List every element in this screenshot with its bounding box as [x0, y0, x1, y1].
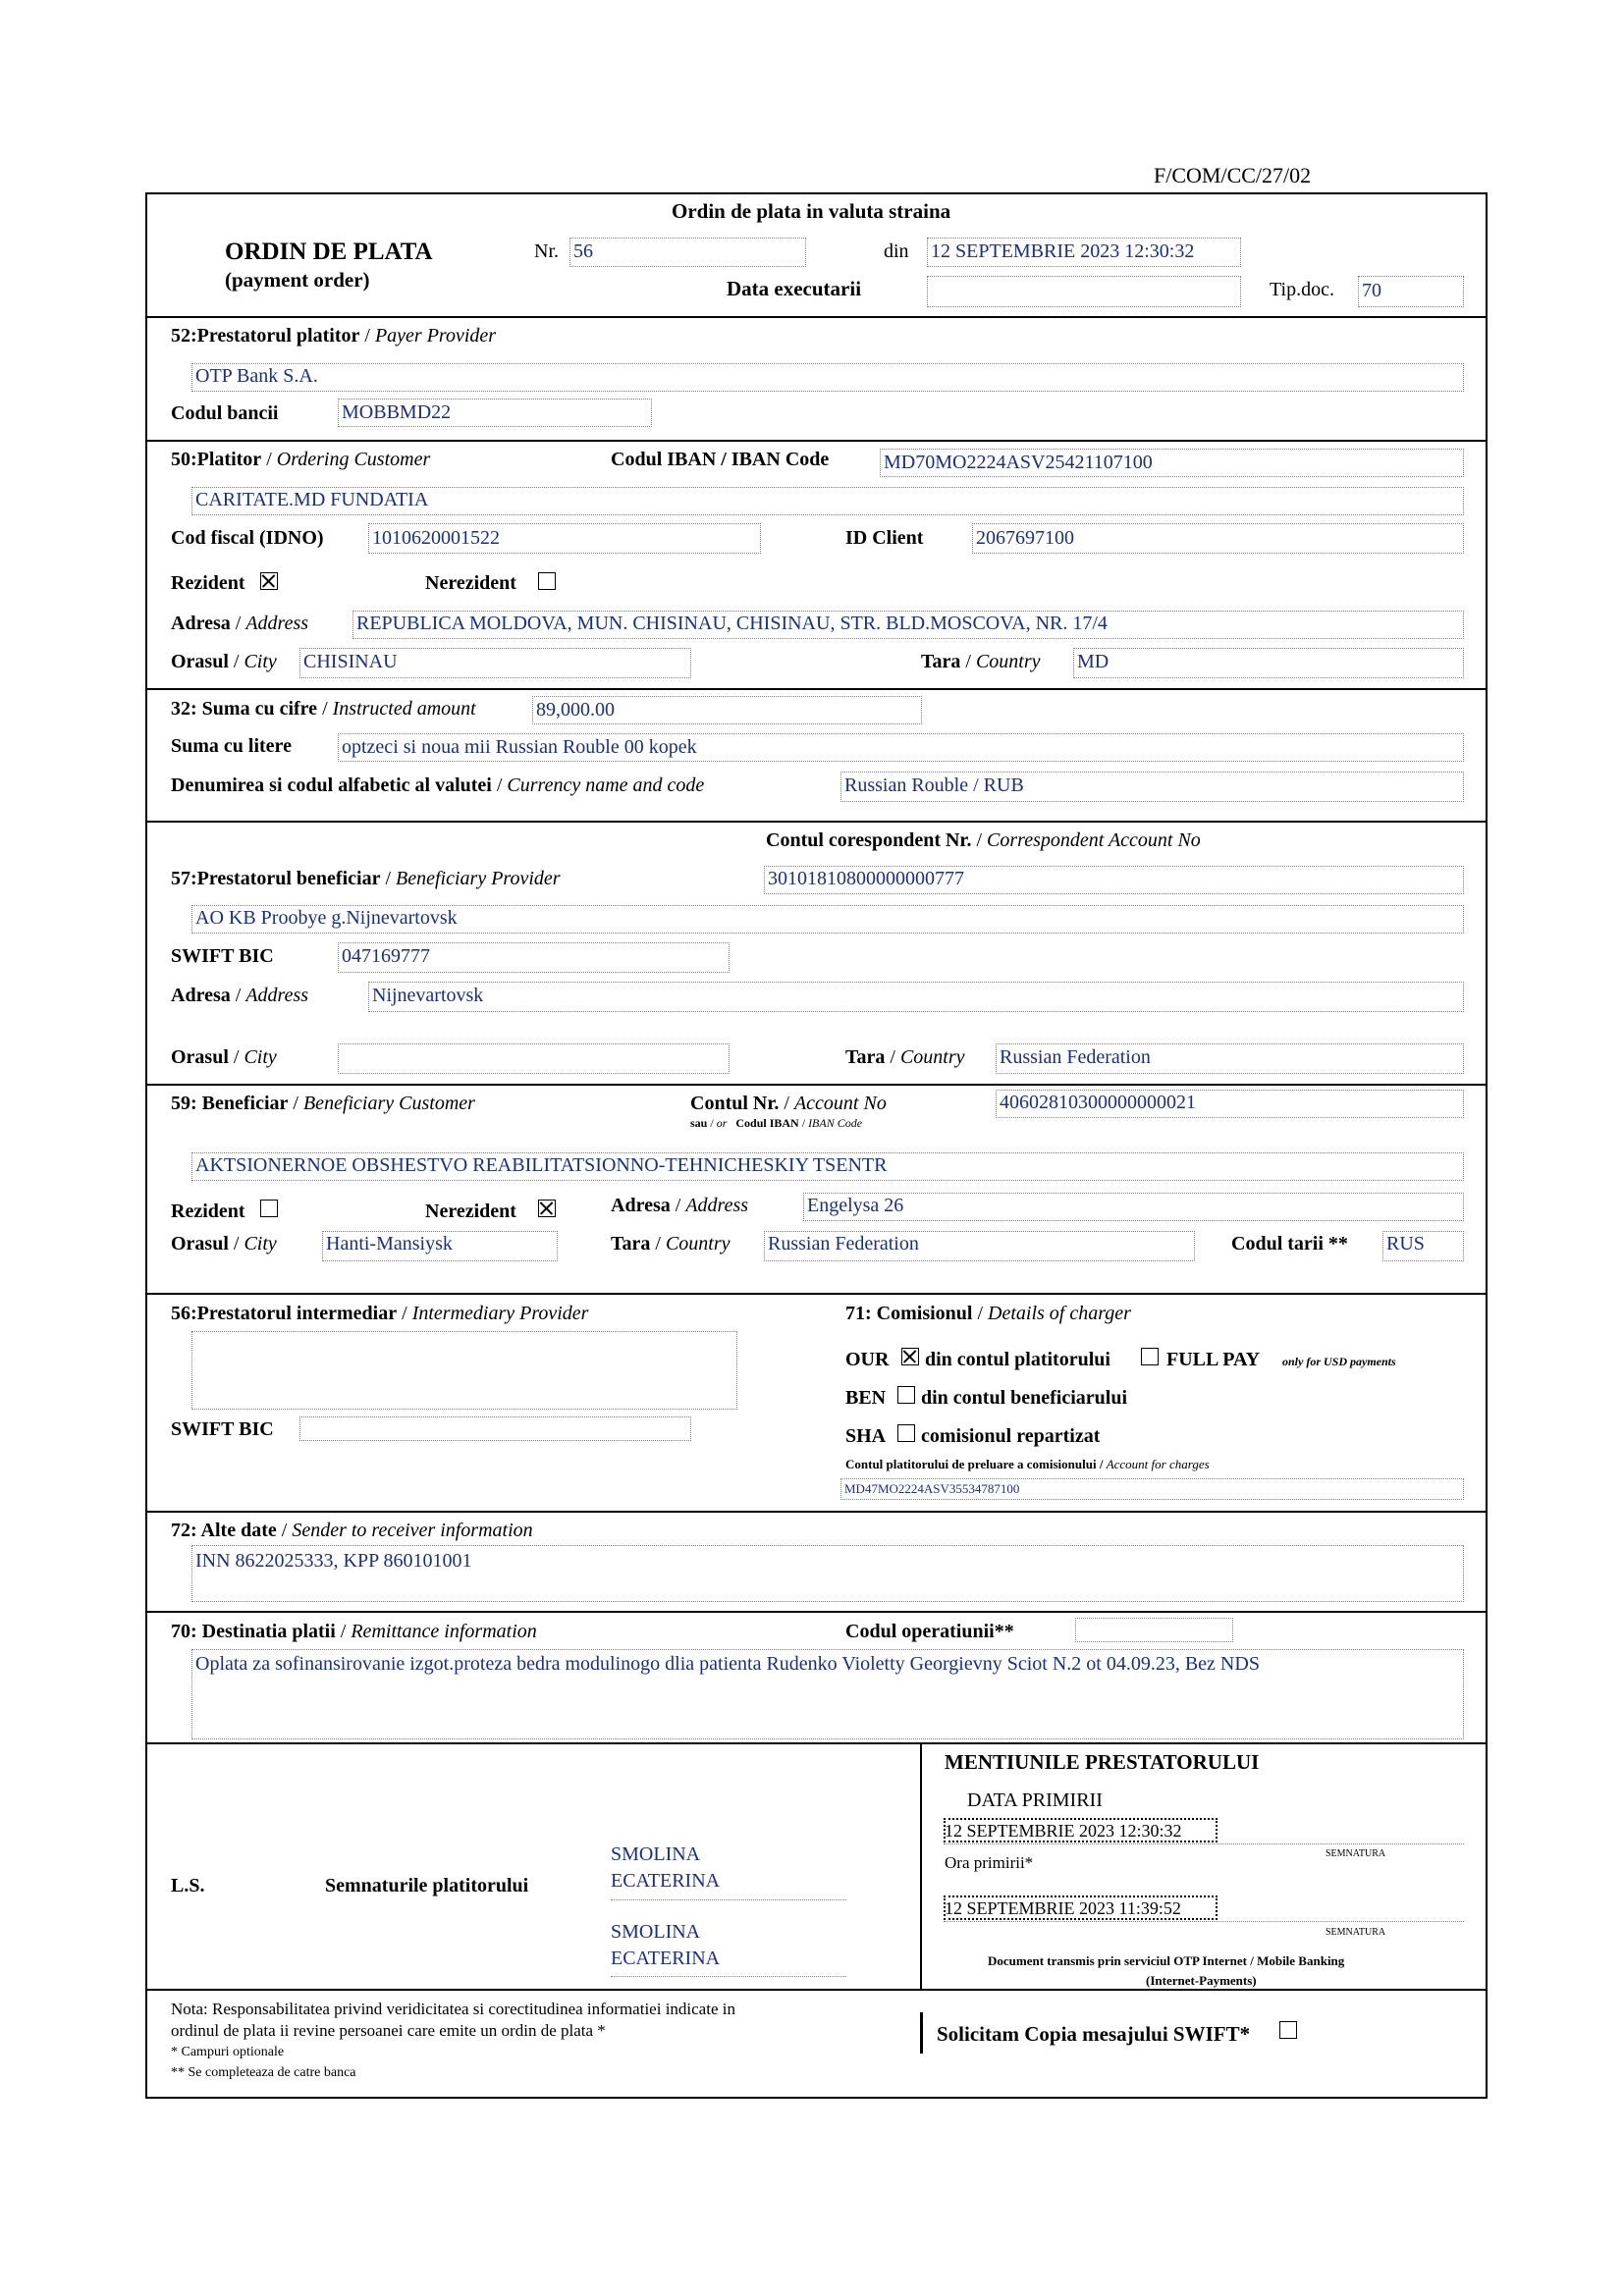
payer-nonresident-checkbox[interactable] — [538, 572, 556, 590]
ben-provider-country-heading: Tara / Country — [845, 1046, 965, 1068]
remittance-value: Oplata za sofinansirovanie izgot.proteza bedra modulinogo dlia patienta Rudenko Violetty Georgievny Sciot N.2 ot 04.09.23, Bez NDS — [195, 1653, 1260, 1675]
ben-city-heading: Orasul / City — [171, 1233, 277, 1255]
beneficiary-heading: 59: Beneficiar / Beneficiary Customer — [171, 1093, 475, 1114]
signature-line — [611, 1899, 846, 1900]
intermediary-label-en: Intermediary Provider — [411, 1303, 589, 1324]
ben-address-label-en: Address — [685, 1195, 749, 1216]
intermediary-heading: 56:Prestatorul intermediar / Intermediary Provider — [171, 1303, 589, 1324]
time-label: Ora primirii* — [945, 1853, 1034, 1872]
sha-text: comisionul repartizat — [921, 1425, 1101, 1447]
payer-city-label-en: City — [244, 651, 277, 672]
received-date-value: 12 SEPTEMBRIE 2023 12:30:32 — [945, 1821, 1182, 1841]
received-date-label: DATA PRIMIRII — [967, 1789, 1103, 1811]
payer-city-value: CHISINAU — [303, 651, 398, 672]
payer-iban-label: Codul IBAN / IBAN Code — [611, 449, 830, 470]
beneficiary-provider-label-en: Beneficiary Provider — [396, 868, 561, 889]
divider — [145, 1293, 1488, 1295]
payer-provider-field[interactable] — [191, 363, 1464, 392]
currency-label-en: Currency name and code — [507, 774, 705, 796]
payer-heading: 50:Platitor / Ordering Customer — [171, 449, 431, 470]
ben-account-label-en: Account No — [793, 1093, 887, 1114]
ben-city-label-en: City — [244, 1233, 277, 1255]
ben-provider-address-label-en: Address — [245, 985, 309, 1006]
intermediary-swift-label: SWIFT BIC — [171, 1418, 274, 1440]
divider — [145, 1511, 1488, 1513]
corr-account-label: Contul corespondent Nr. — [766, 829, 972, 851]
fullpay-label: FULL PAY — [1166, 1349, 1261, 1370]
payer-nonresident-label: Nerezident — [425, 572, 516, 594]
payer-address-value: REPUBLICA MOLDOVA, MUN. CHISINAU, CHISINAU, STR. BLD.MOSCOVA, NR. 17/4 — [356, 613, 1108, 634]
charges-label-en: Details of charger — [988, 1303, 1131, 1324]
ben-or-label: or — [716, 1116, 728, 1130]
corr-account-heading: Contul corespondent Nr. / Correspondent Account No — [766, 829, 1201, 851]
page-subtitle: (payment order) — [225, 268, 370, 292]
our-label: OUR — [845, 1349, 890, 1370]
ben-provider-country-value: Russian Federation — [1000, 1046, 1151, 1068]
date-value: 12 SEPTEMBRIE 2023 12:30:32 — [931, 240, 1195, 262]
transmitted-line2: (Internet-Payments) — [1146, 1973, 1257, 1988]
payer-country-field[interactable] — [1073, 648, 1464, 678]
intermediary-swift-field[interactable] — [299, 1416, 691, 1441]
ben-country-heading: Tara / Country — [611, 1233, 731, 1255]
our-checkbox[interactable] — [901, 1348, 919, 1365]
ben-country-label: Tara — [611, 1233, 651, 1255]
ben-provider-address-value: Nijnevartovsk — [372, 985, 484, 1006]
op-code-label: Codul operatiunii** — [845, 1621, 1014, 1642]
ben-provider-address-field[interactable] — [368, 982, 1464, 1012]
payer-address-label: Adresa — [171, 613, 231, 634]
charges-account-label-en: Account for charges — [1106, 1457, 1210, 1471]
footer-optional: * Campuri optionale — [171, 2045, 285, 2059]
ben-address-value: Engelysa 26 — [807, 1195, 904, 1216]
charges-account-value: MD47MO2224ASV35534787100 — [844, 1481, 1020, 1496]
signatures-label: Semnaturile platitorului — [325, 1875, 529, 1896]
ben-provider-city-label: Orasul — [171, 1046, 229, 1068]
footer-note-line1: Nota: Responsabilitatea privind veridicitatea si corectitudinea informatiei indicate in — [171, 2000, 735, 2018]
amount-words-value: optzeci si noua mii Russian Rouble 00 kopek — [342, 736, 697, 758]
ben-city-label: Orasul — [171, 1233, 229, 1255]
nr-field[interactable] — [569, 238, 806, 267]
ben-provider-city-label-en: City — [244, 1046, 277, 1068]
charges-account-label: Contul platitorului de preluare a comisionului / — [845, 1457, 1104, 1471]
transmitted-line1: Document transmis prin serviciul OTP Internet / Mobile Banking — [988, 1953, 1345, 1968]
ben-iban-label: Codul IBAN — [735, 1116, 799, 1130]
other-label: 72: Alte date — [171, 1520, 277, 1541]
ben-account-heading: Contul Nr. / Account No — [690, 1093, 887, 1114]
signature-line — [944, 1921, 1464, 1922]
sha-label: SHA — [845, 1425, 887, 1447]
divider — [145, 1611, 1488, 1613]
payer-address-heading: Adresa / Address — [171, 613, 309, 634]
signature-line — [611, 1976, 846, 1977]
client-id-label: ID Client — [845, 527, 924, 549]
intermediary-label: 56:Prestatorul intermediar — [171, 1303, 398, 1324]
signer2-line2: ECATERINA — [611, 1948, 721, 1969]
ben-iban-label-en: IBAN Code — [808, 1116, 863, 1130]
footer-note-line2: ordinul de plata ii revine persoanei care emite un ordin de plata * — [171, 2021, 606, 2040]
swift-copy-label: Solicitam Copia mesajului SWIFT* — [937, 2022, 1251, 2046]
ben-sau-label: sau — [690, 1116, 708, 1130]
ben-name-value: AKTSIONERNOE OBSHESTVO REABILITATSIONNO-TEHNICHESKIY TSENTR — [195, 1154, 888, 1176]
fiscal-code-value: 1010620001522 — [372, 527, 500, 549]
payer-provider-label: 52:Prestatorul platitor — [171, 325, 360, 347]
amount-value: 89,000.00 — [536, 699, 615, 721]
country-code-value: RUS — [1386, 1233, 1425, 1255]
ben-provider-country-label-en: Country — [899, 1046, 965, 1068]
payer-country-heading: Tara / Country — [921, 651, 1041, 672]
ben-iban-heading: sau / or Codul IBAN / IBAN Code — [690, 1116, 863, 1130]
amount-heading: 32: Suma cu cifre / Instructed amount — [171, 698, 476, 720]
ben-address-label: Adresa — [611, 1195, 671, 1216]
divider — [145, 1084, 1488, 1086]
payer-name-value: CARITATE.MD FUNDATIA — [195, 489, 429, 510]
beneficiary-provider-label: 57:Prestatorul beneficiar — [171, 868, 381, 889]
payer-country-label-en: Country — [975, 651, 1041, 672]
beneficiary-provider-name: AO KB Proobye g.Nijnevartovsk — [195, 907, 458, 929]
ben-charge-label: BEN — [845, 1387, 887, 1409]
payer-label: 50:Platitor — [171, 449, 262, 470]
ben-provider-city-heading: Orasul / City — [171, 1046, 277, 1068]
divider — [145, 316, 1488, 318]
corr-account-label-en: Correspondent Account No — [987, 829, 1201, 851]
ben-nonresident-checkbox[interactable] — [538, 1200, 556, 1217]
charges-label: 71: Comisionul — [845, 1303, 973, 1324]
ls-label: L.S. — [171, 1875, 205, 1896]
other-heading: 72: Alte date / Sender to receiver information — [171, 1520, 533, 1541]
ben-address-heading: Adresa / Address — [611, 1195, 749, 1216]
divider-vertical — [920, 2012, 923, 2054]
payer-iban-value: MD70MO2224ASV25421107100 — [884, 452, 1153, 473]
payer-provider-heading: 52:Prestatorul platitor / Payer Provider — [171, 325, 497, 347]
amount-label: 32: Suma cu cifre — [171, 698, 318, 720]
divider — [145, 688, 1488, 690]
swift-label: SWIFT BIC — [171, 945, 274, 967]
amount-label-en: Instructed amount — [332, 698, 476, 720]
beneficiary-label: 59: Beneficiar — [171, 1093, 289, 1114]
charges-heading: 71: Comisionul / Details of charger — [845, 1303, 1131, 1324]
ben-country-label-en: Country — [665, 1233, 731, 1255]
exec-date-field[interactable] — [927, 276, 1241, 307]
ben-provider-city-field[interactable] — [338, 1043, 730, 1074]
payer-label-en: Ordering Customer — [276, 449, 431, 470]
other-value: INN 8622025333, KPP 860101001 — [195, 1550, 472, 1572]
charges-account-heading — [845, 1458, 1210, 1470]
ben-charge-checkbox[interactable] — [897, 1386, 915, 1404]
provider-notes-title: MENTIUNILE PRESTATORULUI — [945, 1750, 1260, 1774]
divider — [145, 440, 1488, 442]
payer-city-label: Orasul — [171, 651, 229, 672]
footer-bank-fill: ** Se completeaza de catre banca — [171, 2065, 356, 2080]
signer2-line1: SMOLINA — [611, 1921, 701, 1943]
remittance-label-en: Remittance information — [351, 1621, 537, 1642]
payer-provider-name: OTP Bank S.A. — [195, 365, 318, 387]
fiscal-code-label: Cod fiscal (IDNO) — [171, 527, 324, 549]
beneficiary-provider-heading: 57:Prestatorul beneficiar / Beneficiary Provider — [171, 868, 561, 889]
ben-account-label: Contul Nr. — [690, 1093, 780, 1114]
ben-charge-text: din contul beneficiarului — [921, 1387, 1128, 1409]
tipdoc-label: Tip.doc. — [1270, 279, 1334, 300]
remittance-heading: 70: Destinatia platii / Remittance information — [171, 1621, 537, 1642]
intermediary-field[interactable] — [191, 1331, 737, 1410]
ben-provider-country-label: Tara — [845, 1046, 886, 1068]
divider — [145, 821, 1488, 823]
signature-label: SEMNATURA — [1326, 1848, 1386, 1859]
page-title: ORDIN DE PLATA — [225, 239, 433, 265]
nr-label: Nr. — [534, 240, 559, 262]
client-id-value: 2067697100 — [976, 527, 1074, 549]
tipdoc-value: 70 — [1362, 280, 1381, 301]
payer-resident-label: Rezident — [171, 572, 245, 594]
remittance-label: 70: Destinatia platii — [171, 1621, 336, 1642]
currency-label: Denumirea si codul alfabetic al valutei — [171, 774, 492, 796]
bank-code-value: MOBBMD22 — [342, 401, 452, 423]
ben-nonresident-label: Nerezident — [425, 1201, 516, 1222]
ben-provider-address-label: Adresa — [171, 985, 231, 1006]
swift-value: 047169777 — [342, 945, 430, 967]
fullpay-note: only for USD payments — [1282, 1355, 1396, 1368]
other-label-en: Sender to receiver information — [292, 1520, 533, 1541]
swift-copy-checkbox[interactable] — [1279, 2021, 1297, 2039]
exec-date-label: Data executarii — [727, 277, 862, 300]
payer-country-value: MD — [1077, 651, 1110, 672]
signer1-line2: ECATERINA — [611, 1870, 721, 1892]
payer-country-label: Tara — [921, 651, 961, 672]
bank-code-label: Codul bancii — [171, 402, 279, 424]
form-code: F/COM/CC/27/02 — [1154, 163, 1312, 187]
op-code-field[interactable] — [1075, 1618, 1233, 1642]
corr-account-value: 30101810800000000777 — [768, 868, 964, 889]
ben-resident-label: Rezident — [171, 1201, 245, 1222]
fullpay-checkbox[interactable] — [1141, 1348, 1159, 1365]
signature-label-2: SEMNATURA — [1326, 1927, 1386, 1938]
din-label: din — [884, 240, 909, 262]
signer1-line1: SMOLINA — [611, 1843, 701, 1865]
beneficiary-label-en: Beneficiary Customer — [302, 1093, 475, 1114]
form-title: Ordin de plata in valuta straina — [672, 199, 951, 223]
ben-city-value: Hanti-Mansiysk — [326, 1233, 453, 1255]
payer-city-heading: Orasul / City — [171, 651, 277, 672]
time-value: 12 SEPTEMBRIE 2023 11:39:52 — [945, 1898, 1181, 1918]
ben-resident-checkbox[interactable] — [260, 1200, 278, 1217]
payer-provider-label-en: Payer Provider — [374, 325, 497, 347]
nr-value: 56 — [573, 240, 593, 262]
payer-address-label-en: Address — [245, 613, 309, 634]
divider — [145, 1742, 1488, 1744]
signature-line — [944, 1843, 1464, 1844]
ben-country-value: Russian Federation — [768, 1233, 919, 1255]
ben-provider-address-heading: Adresa / Address — [171, 985, 309, 1006]
form-frame — [145, 192, 1488, 2099]
divider — [145, 1989, 1488, 1991]
currency-value: Russian Rouble / RUB — [844, 774, 1024, 796]
country-code-label: Codul tarii ** — [1231, 1233, 1348, 1255]
amount-words-label: Suma cu litere — [171, 735, 292, 757]
payer-resident-checkbox[interactable] — [260, 572, 278, 590]
ben-account-value: 40602810300000000021 — [1000, 1092, 1196, 1113]
currency-heading: Denumirea si codul alfabetic al valutei / Currency name and code — [171, 774, 705, 796]
our-text: din contul platitorului — [925, 1349, 1110, 1370]
divider-vertical — [920, 1742, 922, 1989]
sha-checkbox[interactable] — [897, 1424, 915, 1442]
